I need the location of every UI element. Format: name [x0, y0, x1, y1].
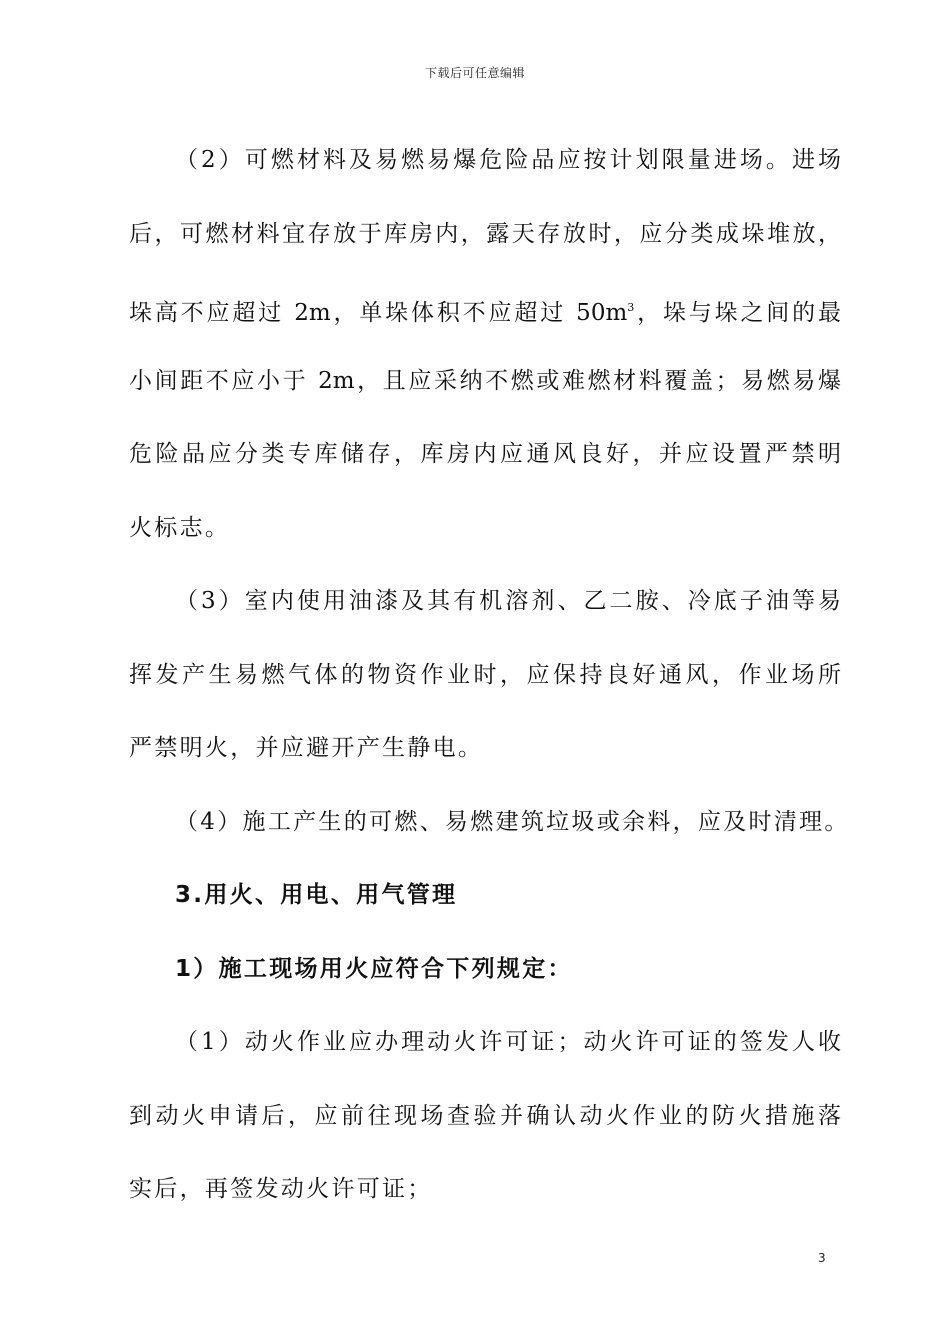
paragraph-line: 实后，再签发动火许可证；: [129, 1176, 433, 1202]
text-segment: 垛高不应超过 2m，单垛体积不应超过 50m: [129, 300, 628, 326]
paragraph-line: （2）可燃材料及易燃易爆危险品应按计划限量进场。进场: [175, 147, 841, 173]
page-number: 3: [818, 1251, 826, 1265]
document-body: [129, 124, 850, 1227]
page-header: 下载后可任意编辑: [424, 66, 525, 80]
paragraph-line: 挥发产生易燃气体的物资作业时，应保持良好通风，作业场所: [129, 661, 841, 688]
paragraph-line: 小间距不应小于 2m，且应采纳不燃或难燃材料覆盖；易燃易爆: [129, 367, 841, 394]
paragraph-line: （3）室内使用油漆及其有机溶剂、乙二胺、冷底子油等易: [175, 588, 841, 614]
paragraph-line: （1）动火作业应办理动火许可证；动火许可证的签发人收: [175, 1029, 841, 1055]
paragraph-line: [129, 271, 841, 345]
paragraph-line: 严禁明火，并应避开产生静电。: [129, 735, 484, 761]
paragraph-line: 危险品应分类专库储存，库房内应通风良好，并应设置严禁明: [129, 441, 841, 467]
text-segment: ，垛与垛之间的最: [634, 300, 841, 326]
subsection-heading: 1）施工现场用火应符合下列规定：: [175, 955, 573, 982]
paragraph-line: 后，可燃材料宜存放于库房内，露天存放时，应分类成垛堆放，: [129, 220, 841, 247]
superscript: 3: [627, 301, 635, 314]
paragraph-line: 火标志。: [129, 514, 231, 541]
paragraph-line: （4）施工产生的可燃、易燃建筑垃圾或余料，应及时清理。: [175, 808, 850, 835]
paragraph-line: 到动火申请后，应前往现场查验并确认动火作业的防火措施落: [129, 1102, 841, 1129]
section-heading: 3.用火、用电、用气管理: [175, 882, 458, 908]
